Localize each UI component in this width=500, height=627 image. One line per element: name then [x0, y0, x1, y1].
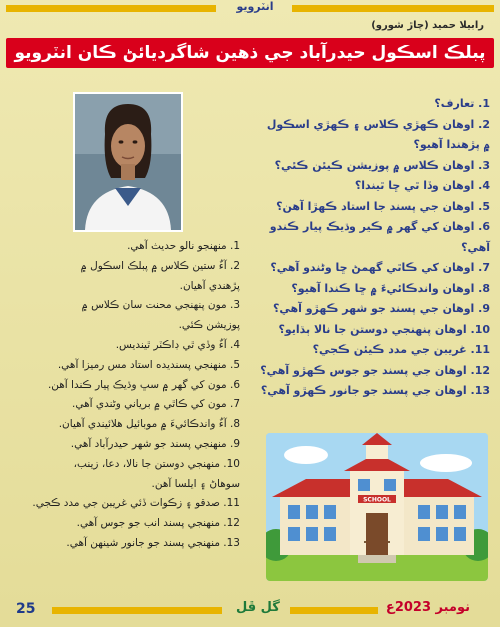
section-label: انٽرويو: [236, 0, 274, 13]
answer-line: پوزيشن ڪئي.: [178, 319, 240, 332]
question-line: 12. اوهان جي پسند جو جوس ڪهڙو آهي؟: [260, 363, 490, 377]
question-line: 6. اوهان کي گهر ۾ ڪير وڌيڪ پيار ڪندو: [269, 220, 490, 233]
answer-line: سوهاڻ ۽ ايلسا آهن.: [151, 477, 240, 490]
question-line: 5. اوهان جي پسند جا استاد ڪهڙا آهن؟: [276, 199, 490, 213]
question-line: 4. اوهان وڏا ٿي ڇا ٿيندا؟: [354, 179, 490, 192]
question-line: 10. اوهان پنهنجي دوستن جا نالا ٻڌايو؟: [278, 322, 490, 336]
question-line: 13. اوهان جي پسند جو جانور ڪهڙو آهي؟: [260, 384, 490, 397]
question-line: 2. اوهان ڪهڙي ڪلاس ۽ ڪهڙي اسڪول: [266, 117, 490, 131]
question-line: آهي؟: [461, 240, 490, 254]
question-line: 8. اوهان واندڪائيءَ ۾ ڇا ڪندا آهيو؟: [291, 281, 490, 295]
question-line: 11. غريبن جي مدد ڪيئن ڪجي؟: [312, 343, 490, 356]
answer-line: 8. آءٌ واندڪائيءَ ۾ موبائيل هلائيندي آهيان.: [58, 418, 240, 431]
article-title: پبلڪ اسڪول حيدرآباد جي ذهين شاگرديائڻ ڪان انٽرويو: [6, 38, 494, 68]
issue-date: نومبر 2023ع: [385, 600, 470, 615]
question-line: 3. اوهان ڪلاس ۾ پوزيشن ڪيئن ڪئي؟: [274, 158, 490, 172]
answer-line: 5. منهنجي پسنديده استاد مس رميزا آهي.: [57, 358, 240, 371]
answer-line: 3. مون پنهنجي محنت سان ڪلاس ۾: [81, 299, 240, 312]
answer-line: 11. صدقو ۽ زڪوات ڏئي غريبن جي مدد ڪجي.: [32, 497, 240, 510]
page-footer: [0, 596, 500, 627]
school-sign-text: SCHOOL: [363, 496, 391, 504]
answer-line: 13. منهنجي پسند جو جانور شينهن آهي.: [66, 536, 240, 549]
answer-line: 1. منهنجو نالو حديث آهي.: [127, 240, 240, 252]
answer-list: [8, 237, 240, 554]
answer-line: 4. آءٌ وڏي ٿي ڊاڪٽر ٿينديس.: [115, 338, 240, 351]
question-line: ۾ پڙهندا آهيو؟: [413, 138, 490, 151]
magazine-name: گل ڦل: [236, 600, 280, 615]
answer-line: 12. منهنجي پسند انب جو جوس آهي.: [76, 517, 240, 530]
answer-line: 6. مون کي گهر ۾ سڀ وڌيڪ پيار ڪندا آهن.: [47, 378, 240, 391]
answer-line: 10. منهنجي دوستن جا نالا، دعا، زينب،: [73, 457, 240, 470]
answer-line: 7. مون کي ڪاٿي ۾ برياني وڻندي آهي.: [72, 398, 240, 411]
author-byline: رابيلا حميد (چاڙ شورو): [371, 20, 484, 31]
top-decorative-bar: [0, 0, 500, 16]
question-line: 1. تعارف؟: [434, 97, 490, 110]
answer-line: پڙهندي آهيان.: [179, 279, 240, 292]
question-line: 9. اوهان جي پسند جو شهر ڪهڙو آهي؟: [272, 302, 490, 315]
answer-line: 9. منهنجي پسند جو شهر حيدرآباد آهي.: [70, 437, 240, 450]
page-number: 25: [16, 601, 36, 617]
answer-line: 2. آءٌ ستين ڪلاس ۾ پبلڪ اسڪول ۾: [80, 259, 240, 272]
question-list: [258, 94, 490, 402]
student-photo: [73, 92, 183, 232]
school-illustration: [266, 433, 488, 581]
question-line: 7. اوهان کي ڪاٿي گهمڻ ڇا وڻندو آهي؟: [270, 261, 490, 274]
